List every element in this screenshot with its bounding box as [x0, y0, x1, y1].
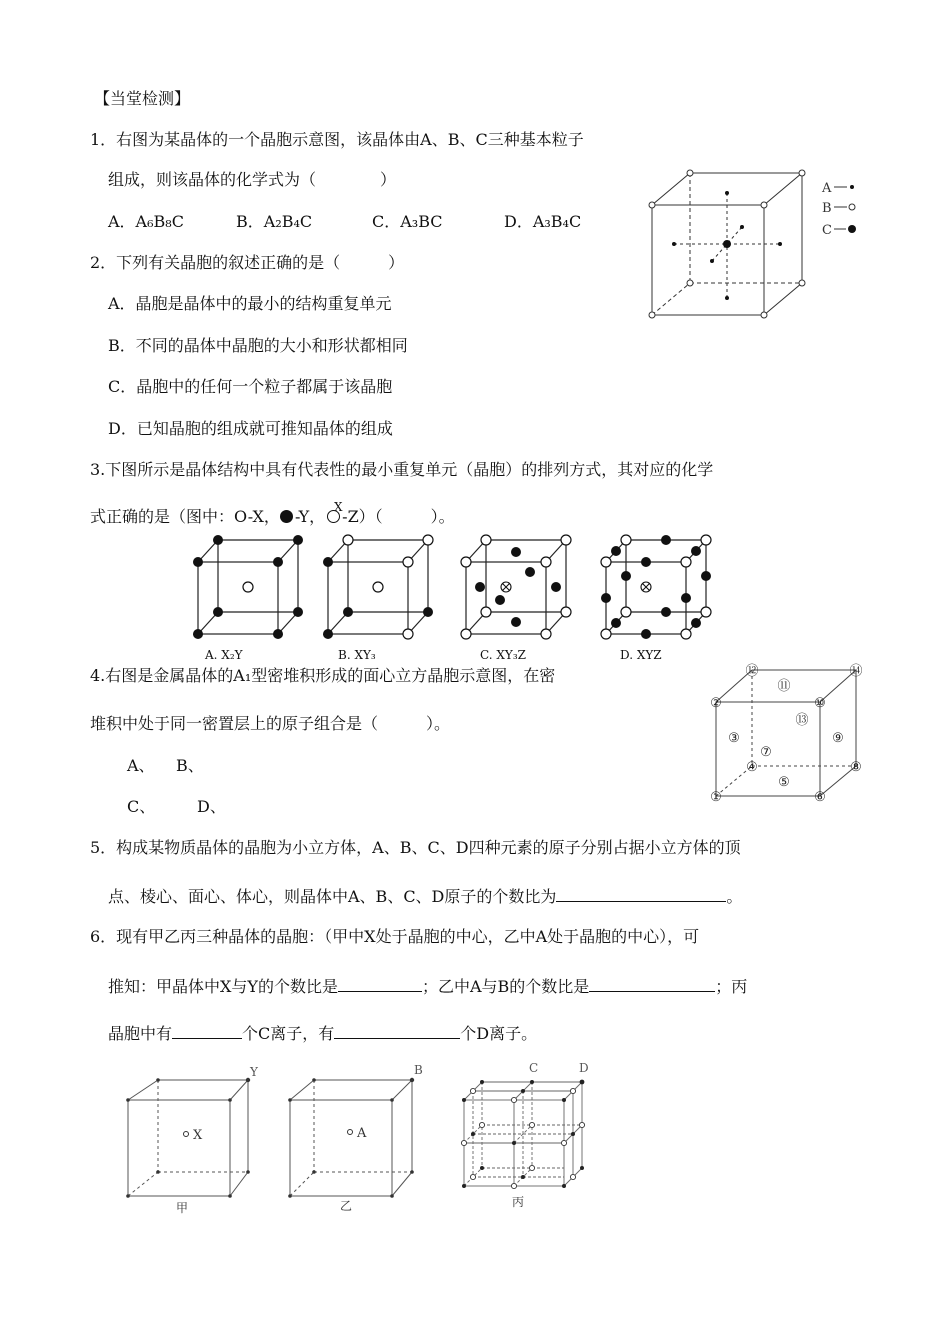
q4-stem-line1: 4.右图是金属晶体的A₁型密堆积形成的面心立方晶胞示意图，在密 — [90, 666, 556, 685]
q4-option-d: D、 — [197, 797, 226, 816]
q6-text-b: ；乙中A与B的个数比是 — [421, 977, 590, 996]
cell-jia — [128, 1080, 248, 1196]
section-header: 【当堂检测】 — [94, 89, 191, 108]
q3-caption-c: C. XY₃Z — [480, 648, 526, 662]
q6-stem-line1: 6．现有甲乙丙三种晶体的晶胞：（甲中X处于晶胞的中心，乙中A处于晶胞的中心），可 — [90, 927, 700, 946]
legend-a-label: A — [822, 181, 832, 196]
atom-13: ⑬ — [795, 713, 809, 728]
label-a: A — [357, 1126, 367, 1141]
q3-cell-d — [606, 540, 706, 634]
label-d: D — [579, 1061, 589, 1075]
q6-blank-c[interactable] — [172, 1022, 242, 1039]
q6-cells-figure — [118, 1060, 608, 1220]
label-y: Y — [250, 1065, 258, 1079]
q6-blank-ab[interactable] — [589, 975, 715, 992]
cell-bing — [464, 1082, 582, 1186]
q3-caption-b: B. XY₃ — [338, 648, 376, 662]
q5-end: 。 — [726, 887, 743, 906]
q6-text-a: 推知：甲晶体中X与Y的个数比是 — [108, 977, 338, 996]
q3-legend-y: -Y， — [294, 507, 326, 526]
q6-text-e: 个C离子，有 — [242, 1024, 335, 1043]
q1-option-b: B．A₂B₄C — [236, 212, 313, 231]
atom-11: ⑪ — [777, 679, 791, 694]
atom-6: ⑥ — [814, 790, 826, 805]
q3-stem-line2 — [90, 507, 455, 527]
q6-text-d: 晶胞中有 — [108, 1024, 173, 1043]
q4-option-a: A、 — [127, 756, 155, 775]
atom-5: ⑤ — [778, 775, 790, 790]
q4-option-c: C、 — [127, 797, 156, 816]
q4-option-b: B、 — [176, 756, 204, 775]
q3-legend-z: -Z）（ ）。 — [342, 507, 455, 526]
q5-stem-line2 — [108, 885, 742, 907]
label-yi: 乙 — [340, 1199, 353, 1213]
atom-3: ③ — [728, 731, 740, 746]
q5-stem-line1: 5．构成某物质晶体的晶胞为小立方体，A、B、C、D四种元素的原子分别占据小立方体的顶 — [90, 838, 741, 857]
legend-b-label: B — [822, 201, 832, 216]
atom-2: ② — [710, 696, 722, 711]
atom-4: ④ — [746, 760, 758, 775]
q6-stem-line3 — [108, 1022, 537, 1044]
q3-stem-line1: 3.下图所示是晶体结构中具有代表性的最小重复单元（晶胞）的排列方式，其对应的化学 — [90, 460, 714, 479]
q3-legend-x: 式正确的是（图中：O-X， — [90, 507, 280, 526]
atom-1: ① — [710, 790, 722, 805]
q3-caption-d: D. XYZ — [620, 648, 662, 662]
q1-option-d: D．A₃B₄C — [504, 212, 582, 231]
q1-stem-line1: 1．右图为某晶体的一个晶胞示意图，该晶体由A、B、C三种基本粒子 — [90, 130, 584, 149]
q1-stem-line2: 组成，则该晶体的化学式为（ ） — [108, 170, 397, 189]
label-b: B — [414, 1063, 423, 1077]
q3-cells-figure — [190, 530, 710, 650]
atom-14: ⑭ — [849, 664, 863, 679]
label-jia: 甲 — [176, 1201, 189, 1215]
q3-stray-mark: X — [334, 500, 343, 514]
q1-option-a: A．A₆B₈C — [108, 212, 184, 231]
q6-stem-line2 — [108, 975, 747, 997]
q2-option-c: C．晶胞中的任何一个粒子都属于该晶胞 — [108, 377, 393, 396]
q5-stem-text: 点、棱心、面心、体心，则晶体中A、B、C、D原子的个数比为 — [108, 887, 557, 906]
q6-blank-d[interactable] — [334, 1022, 460, 1039]
q4-fcc-cell-figure — [700, 660, 870, 810]
q6-blank-xy[interactable] — [338, 975, 422, 992]
q6-text-c: ；丙 — [715, 977, 748, 996]
atom-12: ⑫ — [745, 664, 759, 679]
q2-option-b: B．不同的晶体中晶胞的大小和形状都相同 — [108, 336, 408, 355]
atom-8: ⑧ — [850, 760, 862, 775]
q2-option-a: A．晶胞是晶体中的最小的结构重复单元 — [108, 294, 392, 313]
q3-caption-a: A. X₂Y — [205, 648, 243, 662]
filled-dot-icon — [280, 510, 293, 523]
cell-yi — [290, 1080, 412, 1196]
q2-option-d: D．已知晶胞的组成就可推知晶体的组成 — [108, 419, 393, 438]
atom-7: ⑦ — [760, 745, 772, 760]
legend-c-label: C — [822, 223, 832, 238]
q2-stem: 2．下列有关晶胞的叙述正确的是（ ） — [90, 253, 405, 272]
q6-text-f: 个D离子。 — [460, 1024, 538, 1043]
q1-unit-cell-figure — [640, 165, 870, 325]
atom-10: ⑩ — [814, 696, 826, 711]
q1-option-c: C．A₃BC — [372, 212, 443, 231]
atom-9: ⑨ — [832, 731, 844, 746]
q4-stem-line2: 堆积中处于同一密置层上的原子组合是（ ）。 — [90, 714, 451, 733]
label-x: X — [193, 1128, 203, 1143]
q5-answer-blank[interactable] — [556, 885, 726, 902]
label-c: C — [529, 1061, 539, 1075]
label-bing: 丙 — [512, 1195, 525, 1209]
